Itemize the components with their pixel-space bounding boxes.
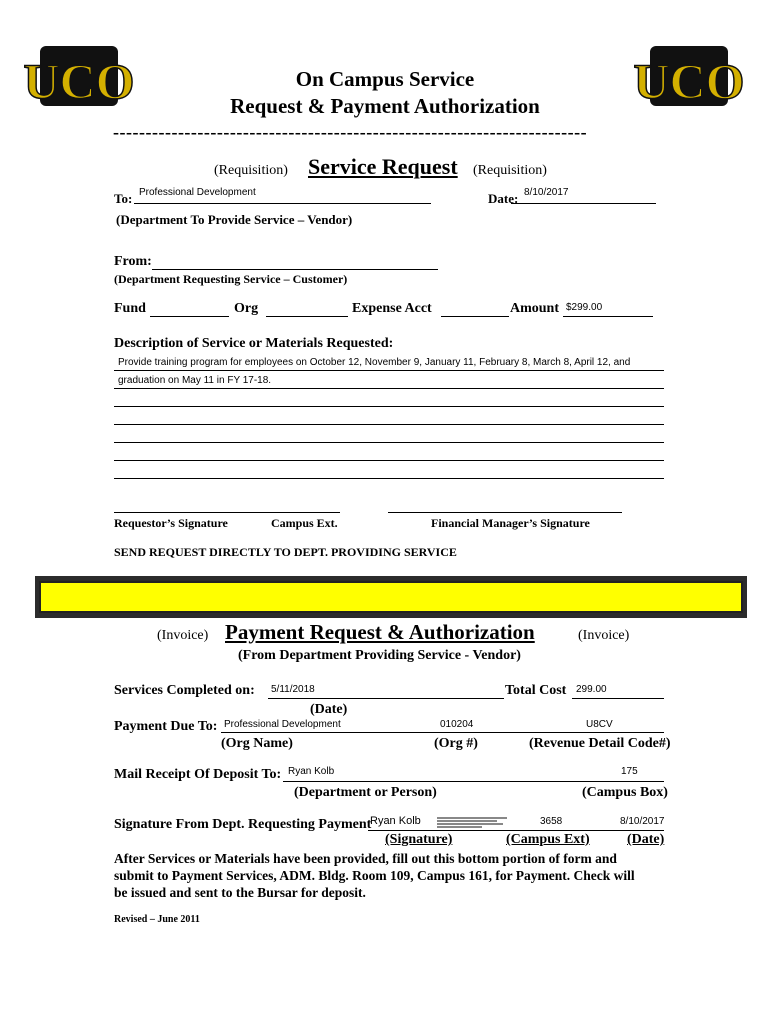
signature-label: Signature From Dept. Requesting Payment	[114, 817, 372, 832]
financial-manager-signature-label: Financial Manager’s Signature	[431, 516, 590, 530]
payment-request-heading: Payment Request & Authorization	[225, 620, 535, 644]
expense-acct-label: Expense Acct	[352, 301, 432, 316]
payment-subheading: (From Department Providing Service - Vendor)	[238, 648, 521, 663]
signature-field[interactable]: Ryan Kolb	[370, 815, 421, 827]
campus-box-caption: (Campus Box)	[582, 785, 668, 800]
instructions-line-2: submit to Payment Services, ADM. Bldg. Room 109, Campus 161, for Payment. Check will	[114, 868, 635, 883]
section-divider-bar	[35, 576, 747, 618]
org-name-field[interactable]: Professional Development	[224, 719, 341, 730]
date-label: Date:	[488, 191, 519, 206]
mail-person-field[interactable]: Ryan Kolb	[288, 766, 335, 777]
signature-ext-field[interactable]: 3658	[540, 816, 563, 827]
signature-caption: (Signature)	[385, 832, 453, 847]
description-line-2[interactable]: graduation on May 11 in FY 17-18.	[118, 375, 272, 386]
date-field[interactable]: 8/10/2017	[524, 187, 569, 198]
date-caption-2: (Date)	[627, 832, 665, 847]
total-cost-field[interactable]: 299.00	[576, 684, 607, 695]
signature-date-field[interactable]: 8/10/2017	[620, 816, 665, 827]
from-label: From:	[114, 254, 152, 269]
title-divider: -------------------------------------------------------------------------	[113, 122, 588, 142]
revenue-code-field[interactable]: U8CV	[586, 719, 613, 730]
org-number-caption: (Org #)	[434, 736, 478, 751]
requestor-signature-label: Requestor’s Signature	[114, 516, 228, 530]
invoice-label-left: (Invoice)	[157, 628, 209, 643]
instructions-line-1: After Services or Materials have been provided, fill out this bottom portion of form and	[114, 851, 617, 866]
logo-text: UCO	[23, 53, 135, 109]
amount-label: Amount	[510, 301, 560, 316]
form-title-line1: On Campus Service	[295, 67, 475, 91]
to-caption: (Department To Provide Service – Vendor)	[116, 212, 353, 227]
to-field[interactable]: Professional Development	[139, 187, 256, 198]
mail-receipt-label: Mail Receipt Of Deposit To:	[114, 767, 282, 782]
to-label: To:	[114, 191, 133, 206]
dept-person-caption: (Department or Person)	[294, 785, 437, 800]
digital-signature-stamp	[437, 815, 509, 829]
campus-ext-caption: (Campus Ext)	[506, 832, 590, 847]
requisition-label-left: (Requisition)	[214, 163, 288, 178]
campus-ext-label: Campus Ext.	[271, 516, 338, 530]
services-completed-field[interactable]: 5/11/2018	[271, 684, 315, 695]
instructions-line-3: be issued and sent to the Bursar for deposit.	[114, 885, 366, 900]
org-number-field[interactable]: 010204	[440, 719, 474, 730]
invoice-label-right: (Invoice)	[578, 628, 630, 643]
description-line-1[interactable]: Provide training program for employees on October 12, November 9, January 11, February 8, March 8, April 12, and	[118, 357, 631, 368]
revised-note: Revised – June 2011	[114, 914, 200, 925]
total-cost-label: Total Cost	[505, 683, 567, 698]
from-caption: (Department Requesting Service – Customer)	[114, 272, 348, 286]
send-request-note: SEND REQUEST DIRECTLY TO DEPT. PROVIDING SERVICE	[114, 545, 457, 559]
org-name-caption: (Org Name)	[221, 736, 293, 751]
org-label: Org	[234, 301, 259, 316]
form-title-line2: Request & Payment Authorization	[230, 94, 540, 118]
service-request-heading: Service Request	[308, 154, 458, 179]
payment-due-label: Payment Due To:	[114, 719, 218, 734]
amount-field[interactable]: $299.00	[566, 302, 603, 313]
requisition-label-right: (Requisition)	[473, 163, 547, 178]
date-caption: (Date)	[310, 702, 348, 717]
fund-label: Fund	[114, 301, 146, 316]
description-label: Description of Service or Materials Requested:	[114, 336, 394, 351]
revenue-code-caption: (Revenue Detail Code#)	[529, 736, 671, 751]
services-completed-label: Services Completed on:	[114, 683, 255, 698]
logo-text: UCO	[633, 53, 745, 109]
instructions	[114, 850, 635, 901]
campus-box-field[interactable]: 175	[621, 766, 638, 777]
